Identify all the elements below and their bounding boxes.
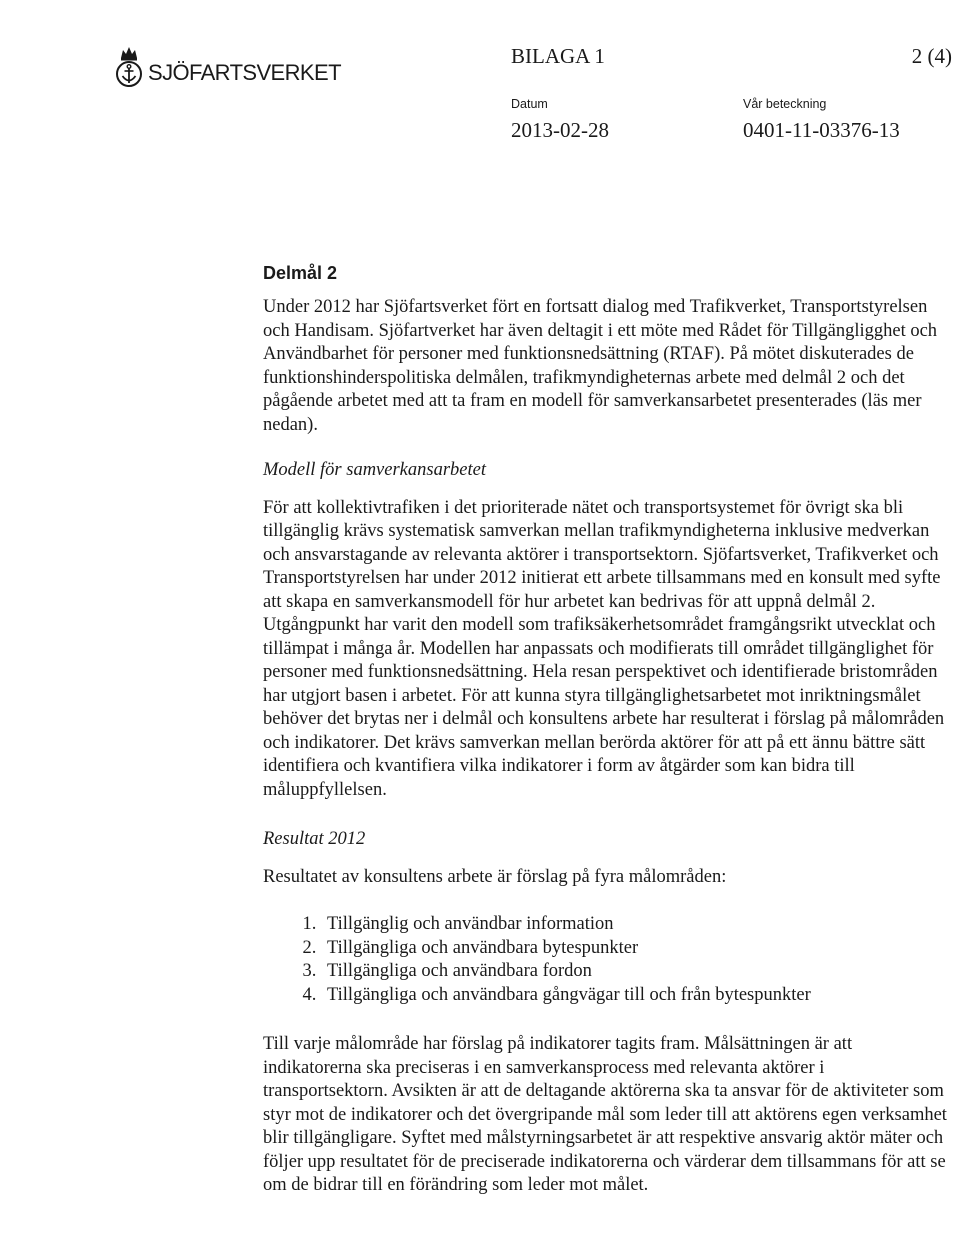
goal-list <box>263 913 953 1007</box>
logo-text: SJÖFARTSVERKET <box>148 60 341 85</box>
result-subheading: Resultat 2012 <box>263 829 366 849</box>
document-title: BILAGA 1 <box>511 44 605 68</box>
intro-paragraph: Under 2012 har Sjöfartsverket fört en fortsatt dialog med Trafikverket, Transportstyrelsen och Handisam. Sjöfartverket har även deltagit i ett möte med Rådet för Tillgängligghet och Användbarhet för personer med funktionsnedsättning (RTAF). På mötet diskuterades de funktionshinderspolitiska delmålen, trafikmyndigheternas arbete med delmål 2 och det pågående arbetet med att ta fram en modell för samverkansarbetet presenterades (läs mer nedan). <box>263 297 938 435</box>
list-item: 3. Tillgängliga och användbara fordon <box>321 960 953 984</box>
list-item: 2. Tillgängliga och användbara bytespunkter <box>321 937 953 961</box>
model-paragraph: För att kollektivtrafiken i det prioriterade nätet och transportsystemet för övrigt ska bli tillgänglig krävs systematisk samverkan mellan trafikmyndigheterna inklusive medverkan och ansvarstagande av relevanta aktörer i transportsektorn. Sjöfartsverket, Trafikverket och Transportstyrelsen har under 2012 initierat ett arbete tillsammans med en konsult med syfte att skapa en samverkansmodell för hur arbetet kan bedrivas för att uppnå delmål 2. Utgångpunkt har varit den modell som trafiksäkerhetsområdet framgångsrikt utvecklat och tillämpat i många år. Modellen har anpassats och modifierats till området tillgänglighet för personer med funktionsnedsättning. Hela resan perspektivet och identifierade bristområden har utgjort basen i arbetet. För att kunna styra tillgänglighetsarbetet mot inriktningsmålet behöver det brytas ner i delmål och konsultens arbete har resulterat i förslag på målområden och indikatorer. Det krävs samverkan mellan berörda aktörer för att på ett ännu bättre sätt identifiera och kvantifiera vilka indikatorer i form av åtgärder som kan bidra till måluppfyllelsen. <box>263 497 945 800</box>
page-number: 2 (4) <box>911 44 952 68</box>
reference-label: Vår beteckning <box>743 97 827 111</box>
document-body <box>263 262 953 1198</box>
crown-anchor-icon <box>114 44 144 88</box>
section-heading: Delmål 2 <box>263 263 338 283</box>
reference-value: 0401-11-03376-13 <box>743 118 900 142</box>
list-item: 1. Tillgänglig och användbar information <box>321 913 953 937</box>
list-item: 4. Tillgängliga och användbara gångvägar till och från bytespunkter <box>321 984 953 1008</box>
closing-paragraph: Till varje målområde har förslag på indikatorer tagits fram. Målsättningen är att indikatorerna ska preciseras i en samverkansprocess med relevanta aktörer i transportsektorn. Avsikten är att de deltagande aktörerna ska ta ansvar för de aktiviteter som styr mot de indikatorer och det övergripande mål som leder till att aktörens egen verksamhet blir tillgängligare. Syftet med målstyrningsarbetet är att respektive ansvarig aktör mäter och följer upp resultatet för de preciserade indikatorerna och värderar dem tillsammans för att se om de bidrar till en förändring som leder mot målet. <box>263 1034 947 1195</box>
sjofartsverket-logo <box>114 44 341 88</box>
result-intro: Resultatet av konsultens arbete är förslag på fyra målområden: <box>263 866 727 887</box>
model-subheading: Modell för samverkansarbetet <box>263 460 486 480</box>
date-label: Datum <box>511 97 548 111</box>
date-value: 2013-02-28 <box>511 118 609 142</box>
